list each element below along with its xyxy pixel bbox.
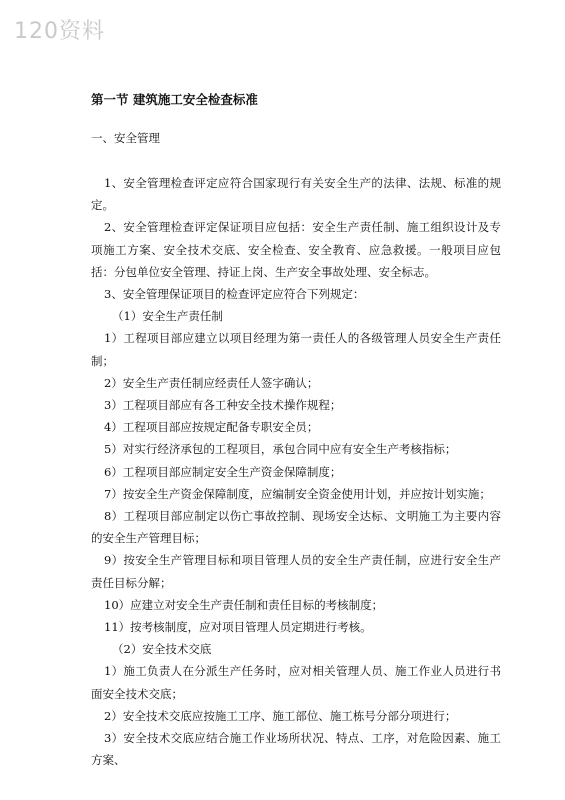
- subsection-title: （1）安全生产责任制: [112, 309, 223, 324]
- watermark: 120资料: [14, 19, 105, 44]
- paragraph: 1、安全管理检查评定应符合国家现行有关安全生产的法律、法规、标准的规定。: [91, 176, 501, 213]
- list-item: 3）工程项目部应有各工种安全技术操作规程；: [104, 398, 342, 413]
- list-item: 7）按安全生产资金保障制度，应编制安全资金使用计划，并应按计划实施；: [104, 486, 491, 501]
- paragraph: 3、安全管理保证项目的检查评定应符合下列规定：: [104, 287, 365, 302]
- list-item: 4）工程项目部应按规定配备专职安全员；: [104, 420, 319, 435]
- subsection-title: （2）安全技术交底: [112, 642, 212, 657]
- page-heading: 第一节 建筑施工安全检查标准: [91, 92, 258, 107]
- list-item: 9）按安全生产管理目标和项目管理人员的安全生产责任制，应进行安全生产责任目标分解；: [91, 553, 501, 590]
- paragraph: 2、安全管理检查评定保证项目应包括：安全生产责任制、施工组织设计及专项施工方案、安全技术交底、安全检查、安全教育、应急救援。一般项目应包括：分包单位安全管理、持证上岗、生产安全事故处理、安全标志。: [91, 220, 501, 279]
- document-body: [91, 172, 501, 771]
- list-item: 8）工程项目部应制定以伤亡事故控制、现场安全达标、文明施工为主要内容的安全生产管理目标；: [91, 509, 501, 546]
- list-item: 1）工程项目部应建立以项目经理为第一责任人的各级管理人员安全生产责任制；: [91, 331, 501, 368]
- list-item: 3）安全技术交底应结合施工作业场所状况、特点、工序，对危险因素、施工方案、: [91, 731, 501, 768]
- list-item: 6）工程项目部应制定安全生产资金保障制度；: [104, 464, 342, 479]
- list-item: 5）对实行经济承包的工程项目，承包合同中应有安全生产考核指标；: [104, 442, 457, 457]
- list-item: 11）按考核制度，应对项目管理人员定期进行考核。: [104, 620, 372, 635]
- section-title: 一、安全管理: [91, 131, 160, 145]
- list-item: 2）安全生产责任制应经责任人签字确认；: [104, 375, 319, 390]
- list-item: 10）应建立对安全生产责任制和责任目标的考核制度；: [104, 597, 384, 612]
- list-item: 2）安全技术交底应按施工工序、施工部位、施工栋号分部分项进行；: [104, 708, 457, 723]
- list-item: 1）施工负责人在分派生产任务时，应对相关管理人员、施工作业人员进行书面安全技术交底；: [91, 664, 501, 701]
